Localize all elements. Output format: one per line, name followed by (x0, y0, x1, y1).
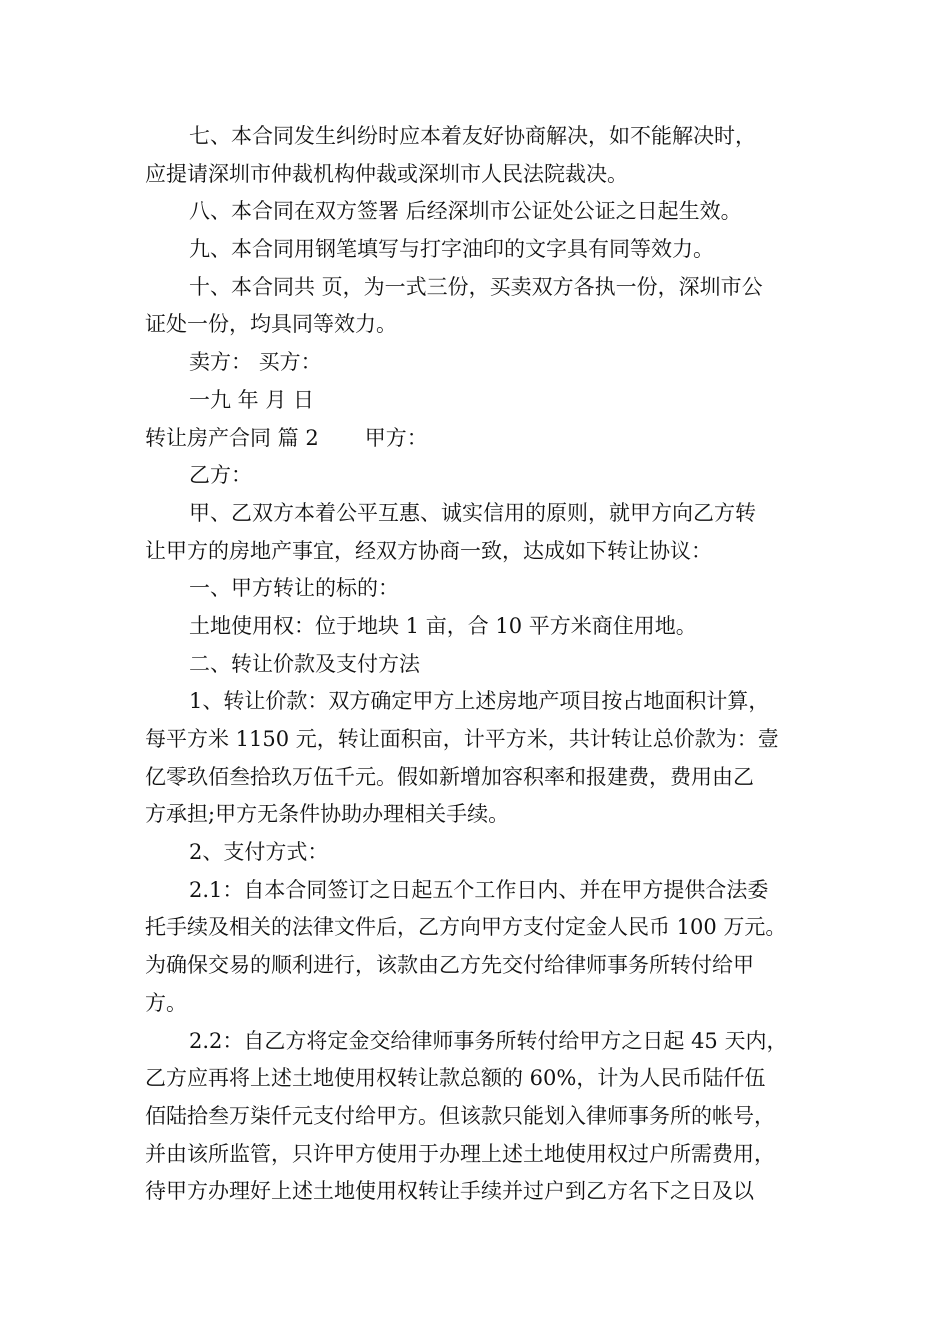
paragraph-line: 应提请深圳市仲裁机构仲裁或深圳市人民法院裁决。 (145, 161, 628, 186)
contract-heading-line (145, 420, 809, 458)
paragraph-line: 并由该所监管，只许甲方使用于办理上述土地使用权过户所需费用， (145, 1141, 775, 1166)
paragraph-line: 乙方： (189, 463, 252, 488)
contract-title: 转让房产合同 篇 2 (145, 425, 319, 450)
paragraph-line: 证处一份，均具同等效力。 (145, 312, 397, 337)
paragraph-line: 八、本合同在双方签署 后经深圳市公证处公证之日起生效。 (189, 199, 742, 224)
contract-clauses-top (145, 118, 809, 420)
paragraph-line: 一九 年 月 日 (189, 387, 315, 412)
paragraph-line: 为确保交易的顺利进行，该款由乙方先交付给律师事务所转付给甲 (145, 953, 754, 978)
paragraph-line: 2.1：自本合同签订之日起五个工作日内、并在甲方提供合法委 (189, 877, 769, 902)
contract-clauses-bottom (145, 457, 809, 1211)
paragraph-line: 托手续及相关的法律文件后，乙方向甲方支付定金人民币 100 万元。 (145, 915, 787, 940)
paragraph-line: 每平方米 1150 元，转让面积亩，计平方米，共计转让总价款为：壹 (145, 727, 779, 751)
paragraph-line: 甲、乙双方本着公平互惠、诚实信用的原则，就甲方向乙方转 (189, 500, 756, 525)
paragraph-line: 待甲方办理好上述土地使用权转让手续并过户到乙方名下之日及以 (145, 1179, 754, 1204)
paragraph-line: 九、本合同用钢笔填写与打字油印的文字具有同等效力。 (189, 237, 714, 262)
paragraph-line: 七、本合同发生纠纷时应本着友好协商解决，如不能解决时， (189, 124, 756, 148)
paragraph-line: 土地使用权：位于地块 1 亩，合 10 平方米商住用地。 (189, 613, 697, 638)
paragraph-line: 1、转让价款：双方确定甲方上述房地产项目按占地面积计算， (189, 689, 770, 714)
paragraph-line: 亿零玖佰叁拾玖万伍千元。假如新增加容积率和报建费，费用由乙 (145, 764, 754, 789)
party-a-label: 甲方： (364, 425, 428, 450)
paragraph-line: 十、本合同共 页，为一式三份，买卖双方各执一份，深圳市公 (189, 274, 763, 299)
paragraph-line: 一、甲方转让的标的： (189, 576, 399, 601)
paragraph-line: 方。 (145, 990, 187, 1015)
paragraph-line: 2.2：自乙方将定金交给律师事务所转付给甲方之日起 45 天内， (189, 1028, 788, 1053)
paragraph-line: 卖方： 买方： (189, 350, 322, 375)
paragraph-line: 方承担;甲方无条件协助办理相关手续。 (145, 802, 510, 827)
paragraph-line: 2、支付方式： (189, 840, 329, 865)
paragraph-line: 佰陆拾叁万柒仟元支付给甲方。但该款只能划入律师事务所的帐号， (145, 1103, 775, 1128)
paragraph-line: 让甲方的房地产事宜，经双方协商一致，达成如下转让协议： (145, 538, 712, 563)
paragraph-line: 乙方应再将上述土地使用权转让款总额的 60%，计为人民币陆仟伍 (145, 1066, 766, 1091)
document-body (145, 118, 809, 1211)
paragraph-line: 二、转让价款及支付方法 (189, 651, 420, 676)
